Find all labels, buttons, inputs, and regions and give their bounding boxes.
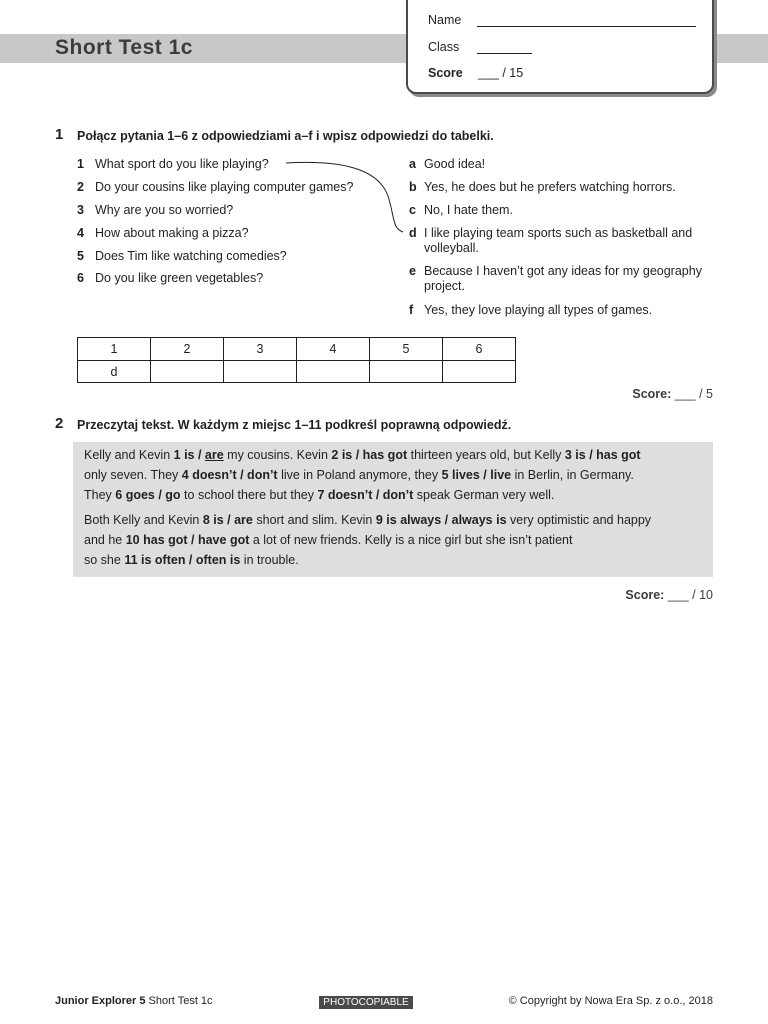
footer-book-info: Junior Explorer 5 Short Test 1c xyxy=(55,995,213,1007)
gap-4-options[interactable]: doesn’t / don’t xyxy=(192,467,278,482)
exercise-1-score: Score: ___ / 5 xyxy=(632,387,713,401)
table-answer-cell[interactable]: d xyxy=(78,361,151,383)
total-score: ___ / 15 xyxy=(478,66,524,80)
gap-3-options[interactable]: is / has got xyxy=(575,448,641,462)
gap-6-options[interactable]: goes / go xyxy=(125,487,181,502)
table-answer-cell[interactable] xyxy=(224,361,297,383)
gap-2-options[interactable]: is / has got xyxy=(341,448,408,462)
question-1: 1 What sport do you like playing? xyxy=(77,157,269,171)
gap-5-options[interactable]: lives / live xyxy=(452,467,512,482)
table-header-cell: 4 xyxy=(297,338,370,361)
copyright-notice: © Copyright by Nowa Era Sp. z o.o., 2018 xyxy=(508,995,713,1007)
question-6: 6 Do you like green vegetables? xyxy=(77,271,264,285)
table-answer-cell[interactable] xyxy=(151,361,224,383)
question-3: 3 Why are you so worried? xyxy=(77,203,234,217)
answer-table xyxy=(77,337,516,383)
table-header-cell: 5 xyxy=(370,338,443,361)
gap-7-options[interactable]: doesn’t / don’t xyxy=(327,487,414,502)
table-answer-cell[interactable] xyxy=(297,361,370,383)
answer-f: f Yes, they love playing all types of games. xyxy=(409,303,653,317)
answer-d: d I like playing team sports such as basketball and volleyball. xyxy=(409,226,693,255)
gap-11-options[interactable]: is often / often is xyxy=(141,552,241,567)
answer-a: a Good idea! xyxy=(409,157,486,171)
exercise-2-number: 2 xyxy=(55,415,64,432)
paragraph-2: Both Kelly and Kevin 8 is / are short and slim. Kevin 9 is always / always is very optimistic and happy and he 10 has got / have got a lot of new friends. Kelly is a nice girl but she isn’t patient so she 11 is often / often is in trouble. xyxy=(84,513,652,567)
gap-1-options[interactable]: is / are xyxy=(184,448,224,462)
score-label: Score xyxy=(428,66,463,80)
table-header-cell: 3 xyxy=(224,338,297,361)
exercise-2-instruction: Przeczytaj tekst. W każdym z miejsc 1–11 podkreśl poprawną odpowiedź. xyxy=(77,418,512,432)
table-header-cell: 2 xyxy=(151,338,224,361)
table-header-cell: 1 xyxy=(78,338,151,361)
gap-8-options[interactable]: is / are xyxy=(213,513,253,527)
class-label: Class xyxy=(428,40,460,54)
exercise-2-score: Score: ___ / 10 xyxy=(625,588,713,602)
reading-text-box xyxy=(73,442,713,577)
gap-9-options[interactable]: is always / always is xyxy=(386,513,507,527)
answer-e: e Because I haven’t got any ideas for my geography project. xyxy=(409,264,702,293)
answer-c: c No, I hate them. xyxy=(409,203,513,217)
table-answer-cell[interactable] xyxy=(443,361,516,383)
question-2: 2 Do your cousins like playing computer games? xyxy=(77,180,354,194)
table-answer-cell[interactable] xyxy=(370,361,443,383)
question-5: 5 Does Tim like watching comedies? xyxy=(77,249,287,263)
gap-10-options[interactable]: has got / have got xyxy=(143,532,250,547)
name-label: Name xyxy=(428,13,462,27)
table-header-cell: 6 xyxy=(443,338,516,361)
question-4: 4 How about making a pizza? xyxy=(77,226,249,240)
paragraph-1: Kelly and Kevin 1 is / are my cousins. Kevin 2 is / has got thirteen years old, but Kelly 3 is / has got only seven. They 4 doesn’t / don’t live in Poland anymore, they 5 lives / live in Berlin, in Germany. They 6 goes / go to school there but they 7 doesn’t / don’t speak German very well. xyxy=(84,448,641,502)
page-title: Short Test 1c xyxy=(55,36,193,59)
exercise-1-number: 1 xyxy=(55,126,64,143)
answer-table-header-row xyxy=(78,338,516,361)
exercise-1-instruction: Połącz pytania 1–6 z odpowiedziami a–f i wpisz odpowiedzi do tabelki. xyxy=(77,129,494,143)
answer-b: b Yes, he does but he prefers watching horrors. xyxy=(409,180,676,194)
answer-table-answer-row xyxy=(78,361,516,383)
photocopiable-badge: PHOTOCOPIABLE xyxy=(319,996,413,1009)
